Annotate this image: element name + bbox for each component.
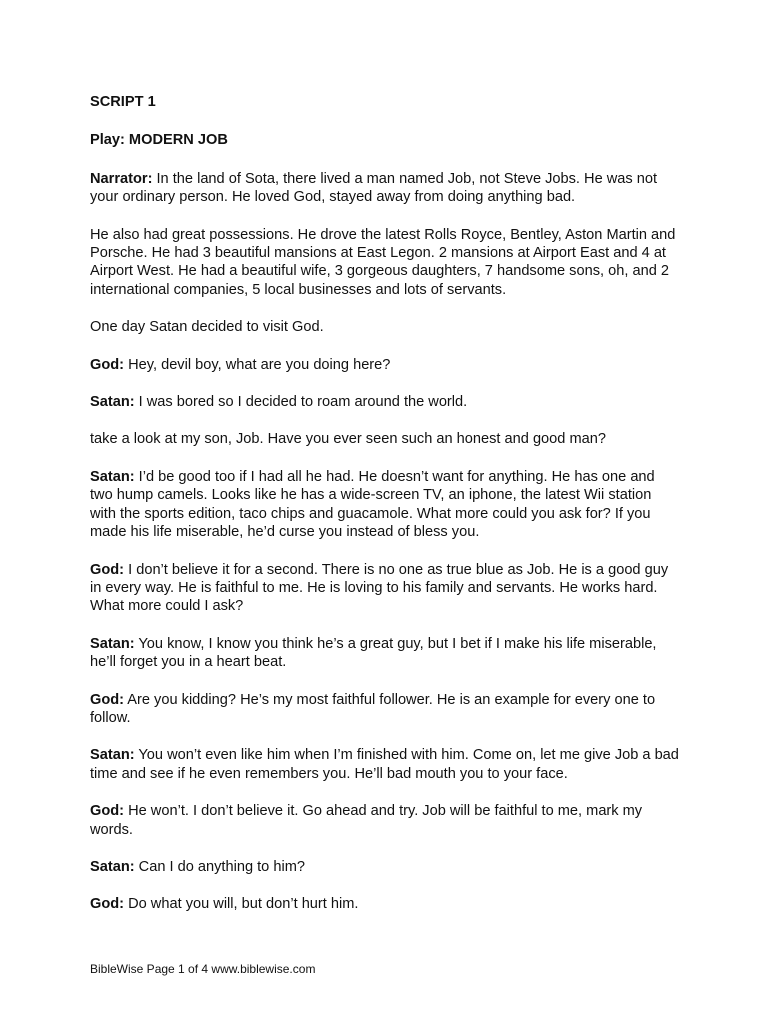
speaker-name: God: <box>90 896 125 913</box>
dialogue-text: You won’t even like him when I’m finished with him. Come on, let me give Job a bad time and see if he even remembers you. He’ll bad mouth you to your face. <box>90 747 679 782</box>
dialogue-text: I was bored so I decided to roam around the world. <box>134 394 468 411</box>
dialogue-text: He won’t. I don’t believe it. Go ahead and try. Job will be faithful to me, mark my words. <box>90 803 643 838</box>
script-label: SCRIPT 1 <box>90 94 156 110</box>
paragraph <box>90 318 680 336</box>
dialogue-text: In the land of Sota, there lived a man named Job, not Steve Jobs. He was not your ordinary person. He loved God, stayed away from doing anything bad. <box>90 170 658 206</box>
speaker-name: Narrator: <box>90 170 153 187</box>
narration-text: One day Satan decided to visit God. <box>90 319 324 336</box>
paragraph <box>90 356 680 374</box>
speaker-name: Satan: <box>90 747 135 764</box>
narration-text: He also had great possessions. He drove the latest Rolls Royce, Bentley, Aston Martin and Porsche. He had 3 beautiful mansions at East Legon. 2 mansions at Airport East and 4 at Airport West. He had a beautiful wife, 3 gorgeous daughters, 7 handsome sons, oh, and 2 international companies, 5 local businesses and lots of servants. <box>90 226 676 298</box>
play-title: Play: MODERN JOB <box>90 132 228 149</box>
speaker-name: Satan: <box>90 468 135 485</box>
paragraph <box>90 746 680 783</box>
paragraph <box>90 430 680 448</box>
paragraph <box>90 895 680 913</box>
dialogue-text: I’d be good too if I had all he had. He doesn’t want for anything. He has one and two hump camels. Looks like he has a wide-screen TV, an iphone, the latest Wii station with the sports edition, taco chips and guacamole. What more could you ask for? If you made his life miserable, he’d curse you instead of bless you. <box>90 468 655 541</box>
paragraph <box>90 858 680 876</box>
dialogue-text: I don’t believe it for a second. There is no one as true blue as Job. He is a good guy in every way. He is faithful to me. He is loving to his family and servants. He works hard. What more could I ask? <box>90 561 669 615</box>
speaker-name: Satan: <box>90 858 135 875</box>
speaker-name: God: <box>90 691 125 708</box>
speaker-name: Satan: <box>90 635 135 652</box>
dialogue-text: Do what you will, but don’t hurt him. <box>124 896 359 913</box>
dialogue-text: Are you kidding? He’s my most faithful follower. He is an example for every one to follow. <box>90 691 656 726</box>
paragraph <box>90 691 680 728</box>
paragraph <box>90 561 680 616</box>
dialogue-text: Can I do anything to him? <box>134 858 305 875</box>
document-page <box>90 93 680 933</box>
speaker-name: God: <box>90 356 125 373</box>
dialogue-text: Hey, devil boy, what are you doing here? <box>124 356 391 373</box>
paragraph <box>90 802 680 839</box>
paragraph <box>90 170 680 207</box>
paragraph <box>90 635 680 672</box>
paragraph <box>90 393 680 411</box>
dialogue-text: You know, I know you think he’s a great guy, but I bet if I make his life miserable, he’ll forget you in a heart beat. <box>90 635 657 671</box>
paragraph <box>90 468 680 542</box>
speaker-name: Satan: <box>90 394 135 411</box>
dialogue-text: take a look at my son, Job. Have you ever seen such an honest and good man? <box>90 431 606 448</box>
paragraph <box>90 226 680 300</box>
page-footer: BibleWise Page 1 of 4 www.biblewise.com <box>90 962 316 976</box>
speaker-name: God: <box>90 803 125 820</box>
speaker-name: God: <box>90 561 125 578</box>
